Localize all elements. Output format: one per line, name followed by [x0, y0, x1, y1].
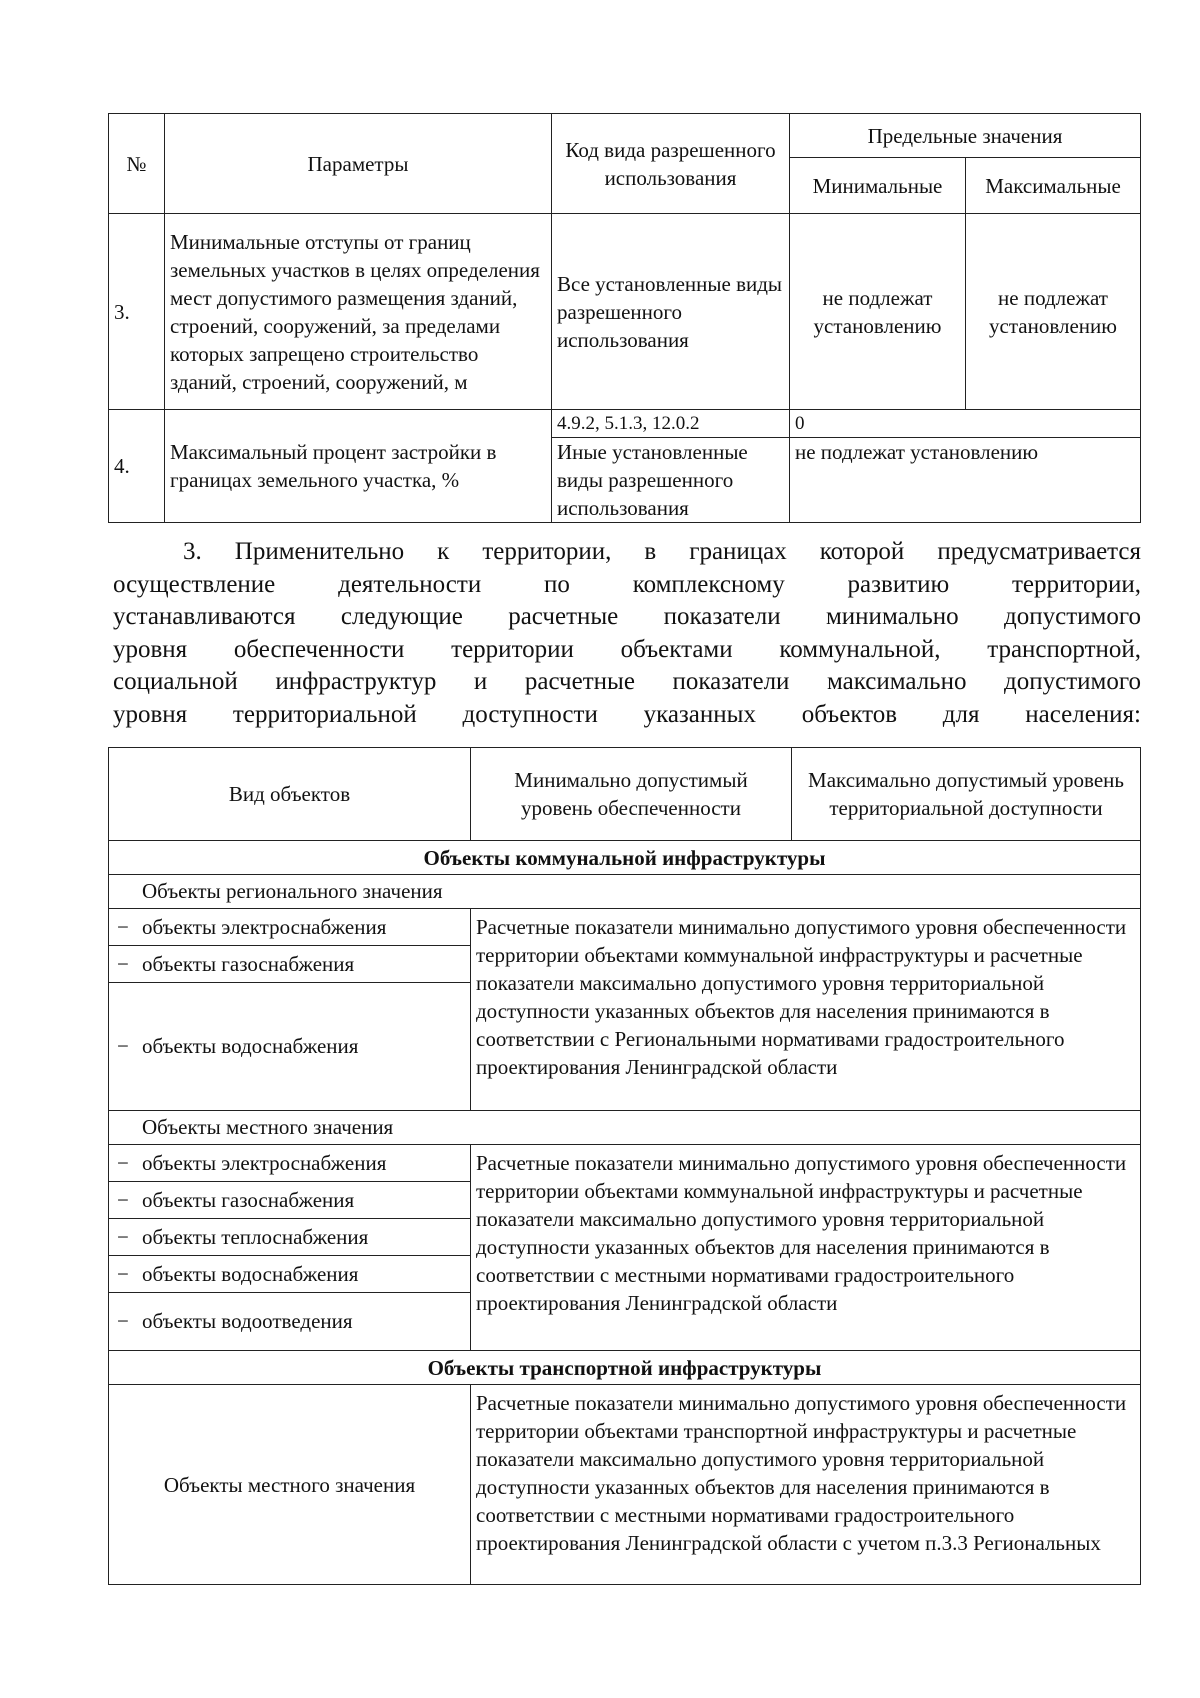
infrastructure-table — [108, 747, 1141, 1585]
section-title-communal: Объекты коммунальной инфраструктуры — [109, 841, 1141, 875]
body-paragraph — [113, 536, 1141, 732]
list-item: − объекты водоснабжения — [109, 1256, 471, 1293]
section-title-transport: Объекты транспортной инфраструктуры — [109, 1351, 1141, 1385]
transport-description: Расчетные показатели минимально допустимого уровня обеспеченности территории объектами транспортной инфраструктуры и расчетные показатели максимально допустимого уровня территориальной доступности указанных объектов для населения принимаются в соответствии с местными нормативами градостроительного проектирования Ленинградской области с учетом п.3.3 Региональных — [471, 1385, 1141, 1585]
dash: − — [117, 914, 129, 939]
paragraph-line: уровня обеспеченности территории объектами коммунальной, транспортной, — [113, 635, 1141, 663]
list-item: − объекты газоснабжения — [109, 1182, 471, 1219]
row-value: не подлежат установлению — [790, 438, 1141, 523]
header-max: Максимальные — [966, 158, 1141, 214]
dash: − — [117, 951, 129, 976]
paragraph-line: социальной инфраструктур и расчетные показатели максимально допустимого — [113, 668, 1141, 696]
header-params: Параметры — [165, 114, 552, 214]
header-kind: Вид объектов — [109, 748, 471, 841]
row-param: Максимальный процент застройки в границах земельного участка, % — [165, 410, 552, 523]
list-item: − объекты водоснабжения — [109, 983, 471, 1111]
row-max: не подлежат установлению — [966, 214, 1141, 410]
dash: − — [117, 1187, 129, 1212]
parameters-table — [108, 113, 1141, 523]
row-num: 4. — [109, 410, 165, 523]
dash: − — [117, 1224, 129, 1249]
list-item: − объекты водоотведения — [109, 1293, 471, 1351]
regional-description: Расчетные показатели минимально допустимого уровня обеспеченности территории объектами коммунальной инфраструктуры и расчетные показатели максимально допустимого уровня территориальной доступности указанных объектов для населения принимаются в соответствии с Региональными нормативами градостроительного проектирования Ленинградской области — [471, 909, 1141, 1111]
transport-local-title: Объекты местного значения — [109, 1385, 471, 1585]
dash: − — [117, 1034, 129, 1058]
header-min-level: Минимально допустимый уровень обеспеченности — [471, 748, 792, 841]
list-item: − объекты электроснабжения — [109, 909, 471, 946]
row-code: Все установленные виды разрешенного использования — [552, 214, 790, 410]
dash: − — [117, 1309, 129, 1333]
dash: − — [117, 1261, 129, 1286]
row-value: 0 — [790, 410, 1141, 438]
row-num: 3. — [109, 214, 165, 410]
list-item: − объекты электроснабжения — [109, 1145, 471, 1182]
table-row — [109, 410, 1141, 438]
dash: − — [117, 1150, 129, 1175]
row-param: Минимальные отступы от границ земельных участков в целях определения мест допустимого размещения зданий, строений, сооружений, за пределами которых запрещено строительство зданий, строений, сооружений, м — [165, 214, 552, 410]
row-min: не подлежат установлению — [790, 214, 966, 410]
paragraph-line: осуществление деятельности по комплексному развитию территории, — [113, 570, 1141, 598]
group-title-local: Объекты местного значения — [109, 1111, 1141, 1145]
group-title-regional: Объекты регионального значения — [109, 875, 1141, 909]
paragraph-line: 3. Применительно к территории, в границах которой предусматривается — [183, 538, 1141, 565]
list-item: − объекты газоснабжения — [109, 946, 471, 983]
paragraph-line: устанавливаются следующие расчетные показатели минимально допустимого — [113, 603, 1141, 631]
local-description: Расчетные показатели минимально допустимого уровня обеспеченности территории объектами коммунальной инфраструктуры и расчетные показатели максимально допустимого уровня территориальной доступности указанных объектов для населения принимаются в соответствии с местными нормативами градостроительного проектирования Ленинградской области — [471, 1145, 1141, 1351]
header-max-level: Максимально допустимый уровень территориальной доступности — [792, 748, 1141, 841]
header-limits: Предельные значения — [790, 114, 1141, 158]
row-code: Иные установленные виды разрешенного использования — [552, 438, 790, 523]
header-code: Код вида разрешенного использования — [552, 114, 790, 214]
header-num: № — [109, 114, 165, 214]
list-item: − объекты теплоснабжения — [109, 1219, 471, 1256]
table-row — [109, 214, 1141, 410]
paragraph-line: уровня территориальной доступности указанных объектов для населения: — [113, 700, 1141, 728]
row-code: 4.9.2, 5.1.3, 12.0.2 — [552, 410, 790, 438]
header-min: Минимальные — [790, 158, 966, 214]
